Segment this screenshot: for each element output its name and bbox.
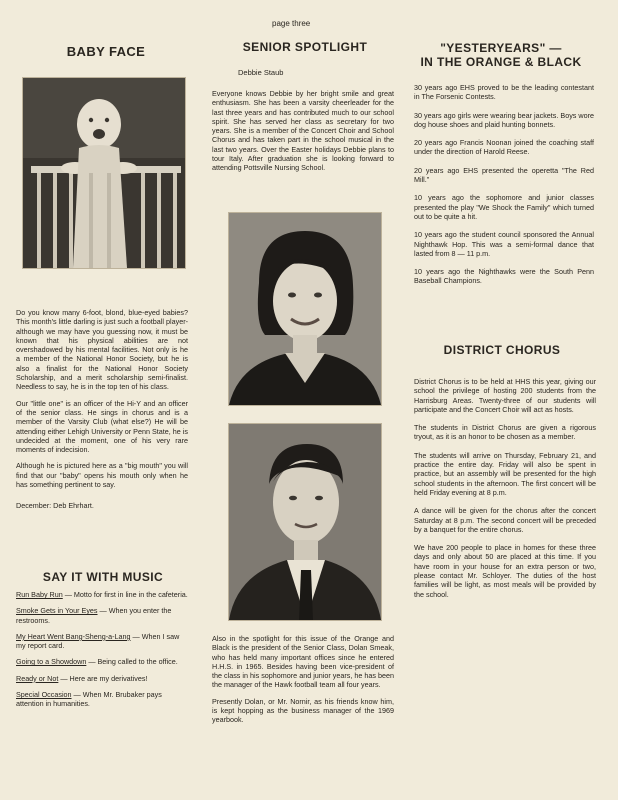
baby-face-paragraph-3: Although he is pictured here as a "big mouth" you will find that our "baby" opens his mouth only when he has something pertinent to say. — [16, 461, 188, 490]
baby-photo — [22, 77, 186, 269]
song-caption: — When I saw my report card. — [16, 631, 180, 651]
senior-spotlight-heading: SENIOR SPOTLIGHT — [242, 40, 368, 54]
page-number: page three — [272, 19, 311, 28]
song-title: Smoke Gets in Your Eyes — [16, 606, 98, 616]
song-item — [16, 657, 188, 666]
song-title: Going to a Showdown — [16, 657, 87, 667]
dolan-paragraph-1: Also in the spotlight for this issue of the Orange and Black is the president of the Senior Class, Dolan Smeak, who has held many important offices since he entered H.H.S. in 1965. Besides having been vice-president of the class in his sophomore and junior years, he has been the manager of the Hawk football team all four years. — [212, 634, 394, 690]
yesteryears-heading-line2: IN THE ORANGE & BLACK — [420, 55, 582, 69]
chorus-paragraph: District Chorus is to be held at HHS this year, giving our school the privilege of hosting 200 students from the Harrisburg Areas. Twenty-three of our students will participate and the Concert Choir will act as hosts. — [414, 377, 596, 414]
yesteryears-item: 30 years ago girls were wearing bear jackets. Boys wore dog house shoes and plaid hunting bonnets. — [414, 110, 594, 129]
baby-face-paragraph-1: Do you know many 6-foot, blond, blue-eyed babies? This month's little darling is just such a football player-although we may have you guessing now, it must be known that his physical abilities are not overshadowed by his mental facilities. Not only is he a member of the National Honor Society, but he is also a finalist for the National Honor Society Scholarship, and a merit scholarship semi-finalist. Needless to say, he is in the top ten of his class. — [16, 308, 188, 392]
chorus-paragraph: We have 200 people to place in homes for these three days and only about 50 are placed at this time. If you have room in your house for an extra person or two, please contact Mr. Schloyer. The duties of the host families will be light, as most meals will be provided by the school. — [414, 543, 596, 599]
song-caption: — Motto for first in line in the cafeteria. — [62, 590, 188, 599]
yesteryears-item: 20 years ago Francis Noonan joined the coaching staff under the direction of Harold Reese. — [414, 138, 594, 157]
song-item — [16, 632, 188, 651]
chorus-paragraph: The students will arrive on Thursday, February 21, and practice the entire day. Friday will also be spent in practice, but an assembly will be presented for the high school students in the afternoon. The first concert will be held Friday evening at 8 p.m. — [414, 450, 596, 497]
song-title: My Heart Went Bang-Sheng-a-Lang — [16, 631, 131, 641]
chorus-paragraph: The students in District Chorus are given a rigorous tryout, as it is an honor to be chosen as a member. — [414, 423, 596, 442]
yesteryears-item: 10 years ago the student council sponsored the Annual Nighthawk Hop. This was a semi-formal dance that lasted from 8 — 11 p.m. — [414, 230, 594, 258]
district-chorus-article — [414, 377, 596, 608]
yesteryears-list — [414, 83, 594, 295]
baby-face-paragraph-2: Our "little one" is an officer of the Hi-Y and an officer of the senior class. He sings in chorus and is a member of the Varsity Club (what else?) He will be attending either Lehigh University or Penn State, he is undecided at the moment, one of his very rare moments of indecision. — [16, 398, 188, 455]
dolan-paragraph-2: Presently Dolan, or Mr. Nornir, as his friends know him, is kept hopping as the business manager of the 1969 yearbook. — [212, 696, 394, 725]
song-caption: — When Mr. Brubaker pays attention in humanities. — [16, 690, 162, 709]
say-it-with-music-heading: SAY IT WITH MUSIC — [42, 570, 164, 584]
song-caption: — Here are my derivatives! — [58, 673, 148, 683]
song-caption: — When you enter the restrooms. — [16, 606, 172, 625]
debbie-photo — [228, 212, 382, 406]
yesteryears-item: 10 years ago the Nighthawks were the South Penn Baseball Champions. — [414, 267, 594, 286]
song-caption: — Being called to the office. — [86, 657, 178, 667]
district-chorus-heading: DISTRICT CHORUS — [443, 343, 561, 357]
yesteryears-item: 30 years ago EHS proved to be the leading contestant in The Forsenic Contests. — [414, 83, 594, 102]
song-item — [16, 674, 188, 683]
song-title: Ready or Not — [16, 673, 59, 683]
yesteryears-heading-line1: "YESTERYEARS" — — [440, 41, 562, 55]
baby-face-article — [16, 308, 188, 518]
december-credit: December: Deb Ehrhart. — [16, 501, 94, 511]
spotlight-byline: Debbie Staub — [238, 68, 284, 77]
dolan-article — [212, 634, 394, 732]
song-title: Special Occasion — [16, 690, 72, 700]
yesteryears-heading — [412, 41, 590, 69]
debbie-paragraph: Everyone knows Debbie by her bright smile and great enthusiasm. She has been a varsity cheerleader for the last three years and has contributed much to our school spirit. She has served her class as secretary for two years. She is a member of the Concert Choir and School Chorus and has taken part in the school musical in the last two years. Over the Easter holidays Debbie plans to tour Italy. After graduation she is looking forward to attending Pottsville Nursing School. — [212, 89, 394, 173]
song-item — [16, 690, 188, 709]
song-title: Run Baby Run — [16, 590, 63, 599]
dolan-photo — [228, 423, 382, 621]
debbie-article — [212, 89, 394, 180]
song-item — [16, 606, 188, 625]
chorus-paragraph: A dance will be given for the chorus after the concert Saturday at 8 p.m. The second concert will be preceded by a banquet for the entire chorus. — [414, 506, 596, 534]
yesteryears-item: 20 years ago EHS presented the operetta "The Red Mill." — [414, 165, 594, 185]
say-it-with-music-list — [16, 590, 188, 716]
song-item — [16, 590, 188, 599]
baby-face-heading: BABY FACE — [66, 44, 146, 59]
yesteryears-item: 10 years ago the sophomore and junior classes presented the play "We Shock the Family" which turned out to be quite a hit. — [414, 193, 594, 221]
